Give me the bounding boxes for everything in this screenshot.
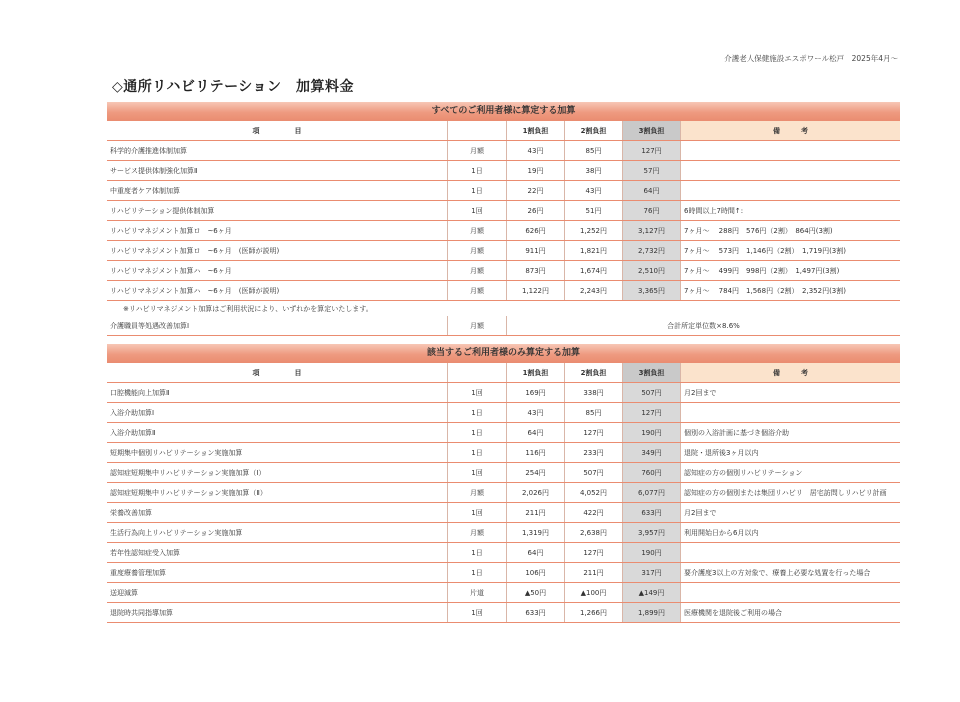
table-row: [107, 403, 900, 423]
price-1wari: 626円: [507, 221, 565, 241]
price-1wari: 26円: [507, 201, 565, 221]
item-name: リハビリマネジメント加算ロ ~6ヶ月 (医師が説明): [107, 241, 448, 261]
item-unit: 1日: [448, 161, 507, 181]
price-1wari: 211円: [507, 503, 565, 523]
price-1wari: 22円: [507, 181, 565, 201]
page-title: ◇通所リハビリテーション 加算料金: [112, 79, 355, 95]
price-3wari: 190円: [623, 423, 681, 443]
header-unit: [448, 363, 507, 383]
item-name: 栄養改善加算: [107, 503, 448, 523]
item-name: 短期集中個別リハビリテーション実施加算: [107, 443, 448, 463]
price-2wari: 38円: [565, 161, 623, 181]
item-note: 個別の入浴計画に基づき個浴介助: [681, 423, 901, 443]
price-1wari: 43円: [507, 403, 565, 423]
price-1wari: 169円: [507, 383, 565, 403]
header-p2: 2割負担: [565, 363, 623, 383]
price-3wari: 317円: [623, 563, 681, 583]
price-3wari: 1,899円: [623, 603, 681, 623]
addition-table-applicable: [107, 363, 900, 623]
item-name: 重度療養管理加算: [107, 563, 448, 583]
header-item: 項 目: [107, 121, 448, 141]
price-1wari: 64円: [507, 423, 565, 443]
header-p2: 2割負担: [565, 121, 623, 141]
price-3wari: 6,077円: [623, 483, 681, 503]
item-note: [681, 403, 901, 423]
price-3wari: 3,365円: [623, 281, 681, 301]
table-row: [107, 563, 900, 583]
price-2wari: 51円: [565, 201, 623, 221]
item-unit: 1日: [448, 443, 507, 463]
price-2wari: 85円: [565, 403, 623, 423]
table-row: [107, 383, 900, 403]
item-name: サービス提供体制強化加算Ⅱ: [107, 161, 448, 181]
item-unit: 1日: [448, 563, 507, 583]
item-note: [681, 141, 901, 161]
table-row: [107, 316, 900, 336]
table-row: [107, 161, 900, 181]
price-1wari: 1,319円: [507, 523, 565, 543]
price-3wari: 3,957円: [623, 523, 681, 543]
item-unit: 1日: [448, 543, 507, 563]
table-header-row: [107, 121, 900, 141]
item-note: 6時間以上7時間↑:: [681, 201, 901, 221]
table-body: [107, 383, 900, 623]
item-note: [681, 181, 901, 201]
price-3wari: 349円: [623, 443, 681, 463]
price-2wari: 85円: [565, 141, 623, 161]
price-2wari: 338円: [565, 383, 623, 403]
section-title: 該当するご利用者様のみ算定する加算: [107, 344, 900, 363]
table-row: [107, 241, 900, 261]
item-unit: 1回: [448, 201, 507, 221]
item-unit: 月額: [448, 141, 507, 161]
item-name: 中重度者ケア体制加算: [107, 181, 448, 201]
item-name: 口腔機能向上加算Ⅱ: [107, 383, 448, 403]
addition-table-all: [107, 121, 900, 336]
price-2wari: 2,638円: [565, 523, 623, 543]
price-1wari: 106円: [507, 563, 565, 583]
price-3wari: 57円: [623, 161, 681, 181]
item-unit: 片道: [448, 583, 507, 603]
price-3wari: 507円: [623, 383, 681, 403]
item-note: 認知症の方の個別リハビリテーション: [681, 463, 901, 483]
merged-rate: 合計所定単位数×8.6%: [507, 316, 901, 336]
item-unit: 月額: [448, 241, 507, 261]
price-1wari: 633円: [507, 603, 565, 623]
item-name: 認知症短期集中リハビリテーション実施加算（Ⅱ）: [107, 483, 448, 503]
item-note: 月2回まで: [681, 383, 901, 403]
header-p1: 1割負担: [507, 363, 565, 383]
price-2wari: 1,252円: [565, 221, 623, 241]
price-2wari: ▲100円: [565, 583, 623, 603]
item-unit: 月額: [448, 281, 507, 301]
item-note: 認知症の方の個別または集団リハビリ 居宅訪問しリハビリ計画: [681, 483, 901, 503]
item-name: 若年性認知症受入加算: [107, 543, 448, 563]
table-body: [107, 141, 900, 336]
price-1wari: 19円: [507, 161, 565, 181]
note-row: [107, 301, 900, 317]
item-note: [681, 543, 901, 563]
price-2wari: 127円: [565, 543, 623, 563]
price-2wari: 4,052円: [565, 483, 623, 503]
item-name: リハビリマネジメント加算ハ ~6ヶ月: [107, 261, 448, 281]
table-row: [107, 503, 900, 523]
item-name: 退院時共同指導加算: [107, 603, 448, 623]
header-unit: [448, 121, 507, 141]
price-3wari: 633円: [623, 503, 681, 523]
section-applicable-users: [107, 344, 900, 623]
price-1wari: 64円: [507, 543, 565, 563]
item-note: 7ヶ月～ 288円 576円（2割） 864円(3割): [681, 221, 901, 241]
price-1wari: 911円: [507, 241, 565, 261]
rehab-note-text: ※リハビリマネジメント加算はご利用状況により、いずれかを算定いたします。: [123, 304, 373, 313]
table-row: [107, 443, 900, 463]
item-unit: 月額: [448, 261, 507, 281]
price-3wari: 127円: [623, 403, 681, 423]
price-1wari: 116円: [507, 443, 565, 463]
price-1wari: 43円: [507, 141, 565, 161]
item-note: 7ヶ月～ 499円 998円（2割） 1,497円(3割): [681, 261, 901, 281]
price-1wari: 2,026円: [507, 483, 565, 503]
item-name: リハビリマネジメント加算ロ ~6ヶ月: [107, 221, 448, 241]
price-3wari: 2,732円: [623, 241, 681, 261]
item-unit: 1回: [448, 603, 507, 623]
item-unit: 1回: [448, 463, 507, 483]
price-2wari: 422円: [565, 503, 623, 523]
price-2wari: 43円: [565, 181, 623, 201]
price-2wari: 2,243円: [565, 281, 623, 301]
section-all-users: [107, 102, 900, 336]
item-note: [681, 161, 901, 181]
item-note: 利用開始日から6月以内: [681, 523, 901, 543]
price-1wari: 873円: [507, 261, 565, 281]
table-row: [107, 201, 900, 221]
price-3wari: 76円: [623, 201, 681, 221]
table-row: [107, 523, 900, 543]
item-name: 介護職員等処遇改善加算Ⅰ: [107, 316, 448, 336]
header-item: 項 目: [107, 363, 448, 383]
table-row: [107, 141, 900, 161]
item-unit: 1回: [448, 383, 507, 403]
item-note: 要介護度3以上の方対象で、療養上必要な処置を行った場合: [681, 563, 901, 583]
item-name: 認知症短期集中リハビリテーション実施加算（Ⅰ）: [107, 463, 448, 483]
table-row: [107, 583, 900, 603]
item-unit: 1日: [448, 403, 507, 423]
price-2wari: 1,266円: [565, 603, 623, 623]
price-2wari: 127円: [565, 423, 623, 443]
item-note: [681, 583, 901, 603]
header-p1: 1割負担: [507, 121, 565, 141]
table-row: [107, 603, 900, 623]
price-3wari: ▲149円: [623, 583, 681, 603]
header-note: 備 考: [681, 121, 901, 141]
item-name: リハビリマネジメント加算ハ ~6ヶ月 (医師が説明): [107, 281, 448, 301]
item-name: 生活行為向上リハビリテーション実施加算: [107, 523, 448, 543]
price-2wari: 507円: [565, 463, 623, 483]
table-row: [107, 463, 900, 483]
price-3wari: 127円: [623, 141, 681, 161]
table-row: [107, 423, 900, 443]
price-2wari: 1,674円: [565, 261, 623, 281]
price-3wari: 3,127円: [623, 221, 681, 241]
item-unit: 月額: [448, 523, 507, 543]
table-row: [107, 261, 900, 281]
facility-date: 介護老人保健施設エスポワール松戸 2025年4月～: [724, 54, 898, 63]
price-3wari: 190円: [623, 543, 681, 563]
item-name: リハビリテーション提供体制加算: [107, 201, 448, 221]
item-unit: 月額: [448, 221, 507, 241]
item-unit: 月額: [448, 483, 507, 503]
item-name: 送迎減算: [107, 583, 448, 603]
table-header-row: [107, 363, 900, 383]
item-name: 入浴介助加算Ⅰ: [107, 403, 448, 423]
item-note: 月2回まで: [681, 503, 901, 523]
price-3wari: 760円: [623, 463, 681, 483]
table-row: [107, 221, 900, 241]
header-p3: 3割負担: [623, 121, 681, 141]
table-row: [107, 483, 900, 503]
price-1wari: 254円: [507, 463, 565, 483]
table-row: [107, 181, 900, 201]
item-unit: 1日: [448, 181, 507, 201]
price-2wari: 1,821円: [565, 241, 623, 261]
header-p3: 3割負担: [623, 363, 681, 383]
item-unit: 1回: [448, 503, 507, 523]
price-1wari: 1,122円: [507, 281, 565, 301]
table-row: [107, 281, 900, 301]
table-row: [107, 543, 900, 563]
header-note: 備 考: [681, 363, 901, 383]
item-note: 医療機関を退院後ご利用の場合: [681, 603, 901, 623]
item-name: 科学的介護推進体制加算: [107, 141, 448, 161]
price-2wari: 211円: [565, 563, 623, 583]
item-unit: 1日: [448, 423, 507, 443]
item-note: 退院・退所後3ヶ月以内: [681, 443, 901, 463]
price-2wari: 233円: [565, 443, 623, 463]
item-unit: 月額: [448, 316, 507, 336]
item-name: 入浴介助加算Ⅱ: [107, 423, 448, 443]
item-note: 7ヶ月～ 784円 1,568円（2割） 2,352円(3割): [681, 281, 901, 301]
price-3wari: 64円: [623, 181, 681, 201]
price-3wari: 2,510円: [623, 261, 681, 281]
item-note: 7ヶ月～ 573円 1,146円（2割） 1,719円(3割): [681, 241, 901, 261]
section-title: すべてのご利用者様に算定する加算: [107, 102, 900, 121]
price-1wari: ▲50円: [507, 583, 565, 603]
